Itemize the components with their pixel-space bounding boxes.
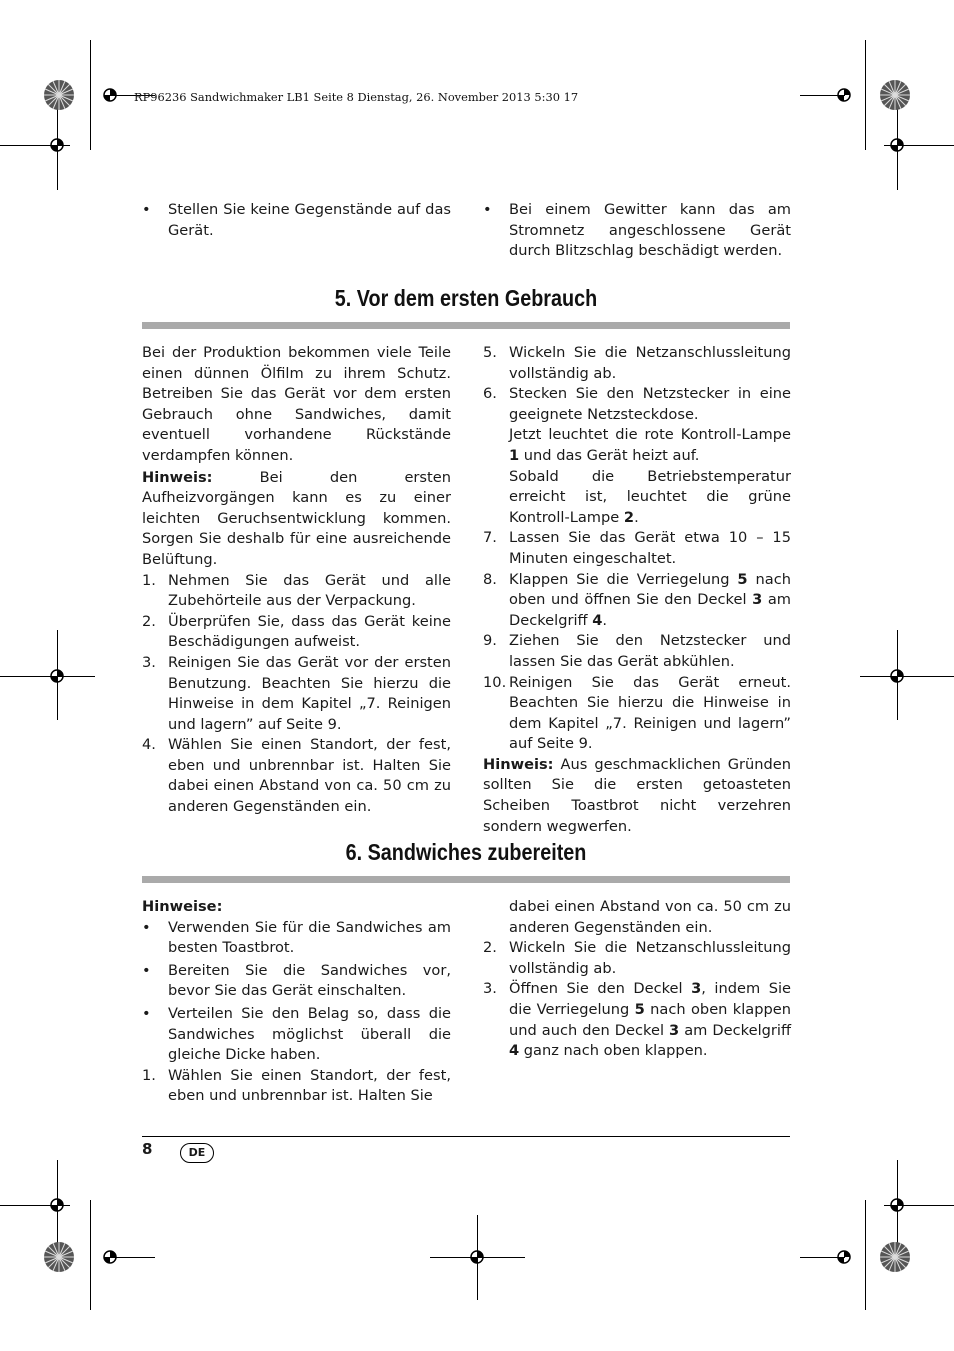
- section5-left-column: [142, 343, 451, 818]
- list-subparagraph: Jetzt leuchtet die rote Kontroll-Lampe 1 und das Gerät heizt auf.: [509, 426, 791, 464]
- list-item: 4. Wählen Sie einen Standort, der fest, eben und unbrennbar ist. Halten Sie dabei einen Abstand von ca. 50 cm zu anderen Gegenständen ein.: [142, 736, 451, 816]
- list-item: 8. Klappen Sie die Verriegelung 5 nach oben und öffnen Sie den Deckel 3 am Deckelgriff 4.: [483, 570, 792, 629]
- list-item: 2. Wickeln Sie die Netzanschlussleitung vollständig ab.: [483, 939, 791, 977]
- section-title: 6. Sandwiches zubereiten: [345, 839, 587, 865]
- registration-mark-icon: [100, 1247, 120, 1267]
- print-slug: RP96236 Sandwichmaker LB1 Seite 8 Dienstag, 26. November 2013 5:30 17: [134, 90, 579, 104]
- section5-right-column: [483, 343, 791, 837]
- registration-mark-icon: [834, 1247, 854, 1267]
- list-item: 9. Ziehen Sie den Netzstecker und lassen Sie das Gerät abkühlen.: [483, 632, 791, 670]
- registration-mark-icon: [887, 666, 907, 686]
- list-item-continuation: dabei einen Abstand von ca. 50 cm zu anderen Gegenständen ein.: [509, 898, 791, 936]
- list-item: • Bei einem Gewitter kann das am Stromnetz angeschlossene Gerät durch Blitzschlag beschädigt werden.: [483, 201, 791, 260]
- language-badge: DE: [180, 1143, 214, 1163]
- list-item: 1. Wählen Sie einen Standort, der fest, eben und unbrennbar ist. Halten Sie: [142, 1066, 451, 1105]
- list-item: • Verteilen Sie den Belag so, dass die Sandwiches möglichst überall die gleiche Dicke haben.: [142, 1004, 451, 1064]
- registration-mark-icon: [834, 85, 854, 105]
- list-item: 6. Stecken Sie den Netzstecker in eine geeignete Netzsteckdose.: [483, 385, 791, 423]
- list-item: • Verwenden Sie für die Sandwiches am besten Toastbrot.: [142, 918, 451, 957]
- list-item: 10. Reinigen Sie das Gerät erneut. Beachten Sie hierzu die Hinweise in dem Kapitel „7. Reinigen und lagern” auf Seite 9.: [483, 673, 791, 753]
- page-number: 8: [142, 1140, 153, 1158]
- list-item: • Bereiten Sie die Sandwiches vor, bevor Sie das Gerät einschalten.: [142, 961, 451, 1000]
- list-item: 3. Reinigen Sie das Gerät vor der ersten Benutzung. Beachten Sie hierzu die Hinweise in dem Kapitel „7. Reinigen und lagern” auf Seite 9.: [142, 653, 451, 733]
- list-item: • Stellen Sie keine Gegenstände auf das Gerät.: [142, 201, 451, 239]
- print-rosette-icon: [43, 1241, 75, 1273]
- note-paragraph: Hinweis: Aus geschmacklichen Gründen sollten Sie die ersten getoasteten Scheiben Toastbrot nicht verzehren sondern wegwerfen.: [483, 755, 791, 835]
- intro-paragraph: Bei der Produktion bekommen viele Teile einen dünnen Ölfilm zu ihrem Schutz. Betreiben Sie das Gerät vor dem ersten Gebrauch ohne Sandwiches, damit eventuell vorhandene Rückstände verdampfen können.: [142, 344, 451, 464]
- print-rosette-icon: [879, 1241, 911, 1273]
- registration-mark-icon: [467, 1247, 487, 1267]
- section-title: 5. Vor dem ersten Gebrauch: [334, 285, 598, 311]
- section-rule: [142, 876, 790, 883]
- footer-rule: [142, 1136, 790, 1137]
- list-item: 7. Lassen Sie das Gerät etwa 10 – 15 Minuten eingeschaltet.: [483, 529, 791, 567]
- registration-mark-icon: [47, 666, 67, 686]
- list-item: 5. Wickeln Sie die Netzanschlussleitung vollständig ab.: [483, 344, 791, 382]
- top-right-column: [483, 200, 791, 262]
- list-item: 3. Öffnen Sie den Deckel 3, indem Sie die Verriegelung 5 nach oben klappen und auch den Deckel 3 am Deckelgriff 4 ganz nach oben klappen.: [483, 980, 791, 1060]
- registration-mark-icon: [100, 85, 120, 105]
- registration-mark-icon: [887, 135, 907, 155]
- note-paragraph: Hinweis: Bei den ersten Aufheizvorgängen kann es zu einer leichten Geruchsentwicklung kommen. Sorgen Sie deshalb für eine ausreichende Belüftung.: [142, 468, 451, 568]
- registration-mark-icon: [887, 1195, 907, 1215]
- print-rosette-icon: [879, 79, 911, 111]
- registration-mark-icon: [47, 1195, 67, 1215]
- section6-left-column: [142, 897, 451, 1107]
- print-rosette-icon: [43, 79, 75, 111]
- top-left-column: [142, 200, 451, 241]
- section-rule: [142, 322, 790, 329]
- notes-heading: Hinweise:: [142, 898, 223, 915]
- list-item: 2. Überprüfen Sie, dass das Gerät keine Beschädigungen aufweist.: [142, 612, 451, 651]
- list-subparagraph: Sobald die Betriebstemperatur erreicht ist, leuchtet die grüne Kontroll-Lampe 2.: [509, 467, 791, 526]
- section6-right-column: [483, 897, 791, 1062]
- registration-mark-icon: [47, 135, 67, 155]
- list-item: 1. Nehmen Sie das Gerät und alle Zubehörteile aus der Verpackung.: [142, 571, 451, 610]
